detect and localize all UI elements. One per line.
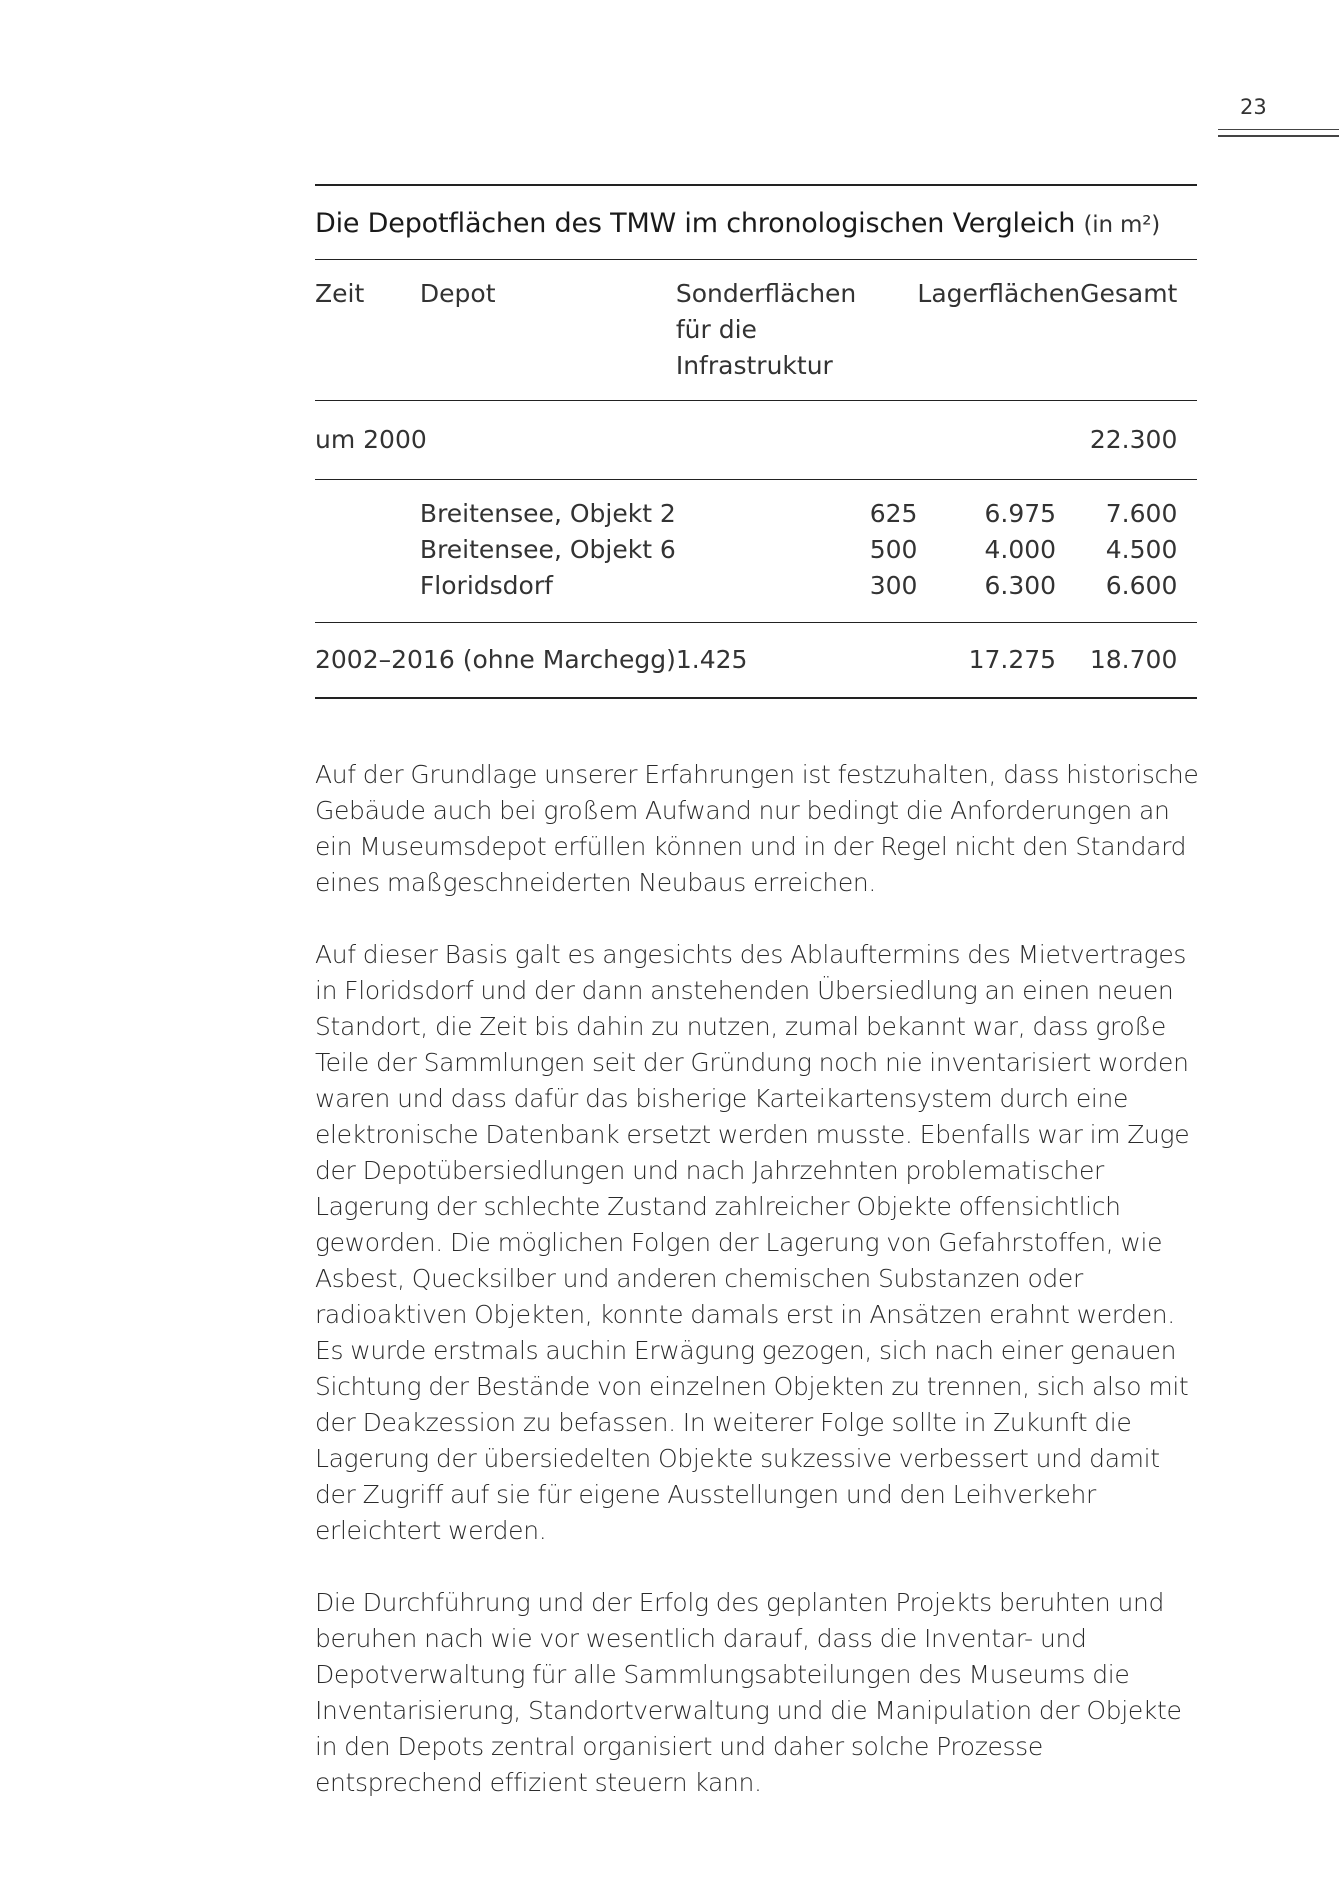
table-row	[315, 480, 1197, 533]
table-row-um2000	[315, 401, 1197, 480]
table-header-row	[315, 260, 1197, 401]
total-sonder: 1.425	[675, 645, 748, 674]
depot-name: Floridsdorf	[420, 568, 676, 623]
header-sonder-line2: für die Infrastruktur	[675, 315, 833, 380]
sonder-value: 625	[869, 499, 918, 528]
total-gesamt: 18.700	[1089, 645, 1178, 674]
depot-name: Breitensee, Objekt 2	[419, 499, 676, 528]
depot-name: Breitensee, Objekt 6	[419, 535, 676, 564]
gesamt-value: 4.500	[1105, 535, 1178, 564]
gesamt-value: 7.600	[1105, 499, 1178, 528]
table-row	[315, 532, 1197, 568]
header-zeit: Zeit	[315, 260, 420, 401]
sonder-value: 500	[869, 535, 918, 564]
paragraph-3: Die Durchführung und der Erfolg des geplanten Projekts beruhten und beruhen nach wie vor wesentlich darauf, dass die Inventar- und Depotverwaltung für alle Sammlungsabteilungen des Museums die Inventarisierung, Standortverwaltung und die Manipulation der Objekte in den Depots zentral organisiert und daher solche Prozesse entsprechend effizient steuern kann.	[315, 1588, 1182, 1797]
header-sonder-line1: Sonderflächen	[675, 279, 857, 308]
sonder-value: 300	[676, 568, 918, 623]
paragraph-2: Auf dieser Basis galt es angesichts des Ablauftermins des Mietvertrages in Floridsdorf und der dann anstehenden Übersiedlung an einen neuen Standort, die Zeit bis dahin zu nutzen, zumal bekannt war, dass große Teile der Sammlungen seit der Gründung noch nie inventarisiert worden waren und dass dafür das bisherige Karteikartensystem durch eine elektronische Datenbank ersetzt werden musste. Ebenfalls war im Zuge der Depotübersiedlungen und nach Jahrzehnten problematischer Lagerung der schlechte Zustand zahlreicher Objekte offensichtlich geworden. Die möglichen Folgen der Lagerung von Gefahrstoffen, wie Asbest, Quecksilber und anderen chemischen Substanzen oder radioaktiven Objekten, konnte damals erst in Ansätzen erahnt werden. Es wurde erstmals auchin Erwägung gezogen, sich nach einer genauen Sichtung der Bestände von einzelnen Objekten zu trennen, sich also mit der Deakzession zu befassen. In weiterer Folge sollte in Zukunft die Lagerung der übersiedelten Objekte sukzessive verbessert und damit der Zugriff auf sie für eigene Ausstellungen und den Leihverkehr erleichtert werden.	[315, 940, 1190, 1545]
body-text	[315, 757, 1205, 1801]
page-number-rule-thick	[1218, 135, 1339, 137]
total-label: 2002–2016 (ohne Marchegg)	[315, 645, 676, 674]
depot-table	[315, 260, 1197, 697]
header-gesamt: Gesamt	[1080, 260, 1197, 401]
total-lager: 17.275	[968, 645, 1057, 674]
page-number: 23	[1240, 95, 1267, 119]
table-row	[315, 568, 1197, 623]
table-caption	[315, 186, 1197, 260]
depot-table-frame	[315, 184, 1197, 699]
header-depot: Depot	[420, 260, 676, 401]
lager-value: 6.975	[984, 499, 1057, 528]
gesamt-value: 6.600	[1080, 568, 1197, 623]
table-row-total	[315, 623, 1197, 698]
um2000-gesamt: 22.300	[1080, 401, 1197, 480]
table-caption-unit: (in m²)	[1083, 212, 1160, 238]
page-content	[315, 184, 1197, 1837]
header-lagerflaechen: Lagerflächen	[917, 260, 1080, 401]
table-caption-title: Die Depotflächen des TMW im chronologischen Vergleich	[315, 208, 1076, 239]
page-number-rule	[1218, 129, 1339, 130]
um2000-label: um 2000	[315, 401, 1080, 480]
lager-value: 4.000	[984, 535, 1057, 564]
header-sonderflaechen	[676, 260, 918, 401]
paragraph-1: Auf der Grundlage unserer Erfahrungen ist festzuhalten, dass historische Gebäude auch bei großem Aufwand nur bedingt die Anforderungen an ein Museumsdepot erfüllen können und in der Regel nicht den Standard eines maßgeschneiderten Neubaus erreichen.	[315, 760, 1199, 897]
lager-value: 6.300	[917, 568, 1080, 623]
